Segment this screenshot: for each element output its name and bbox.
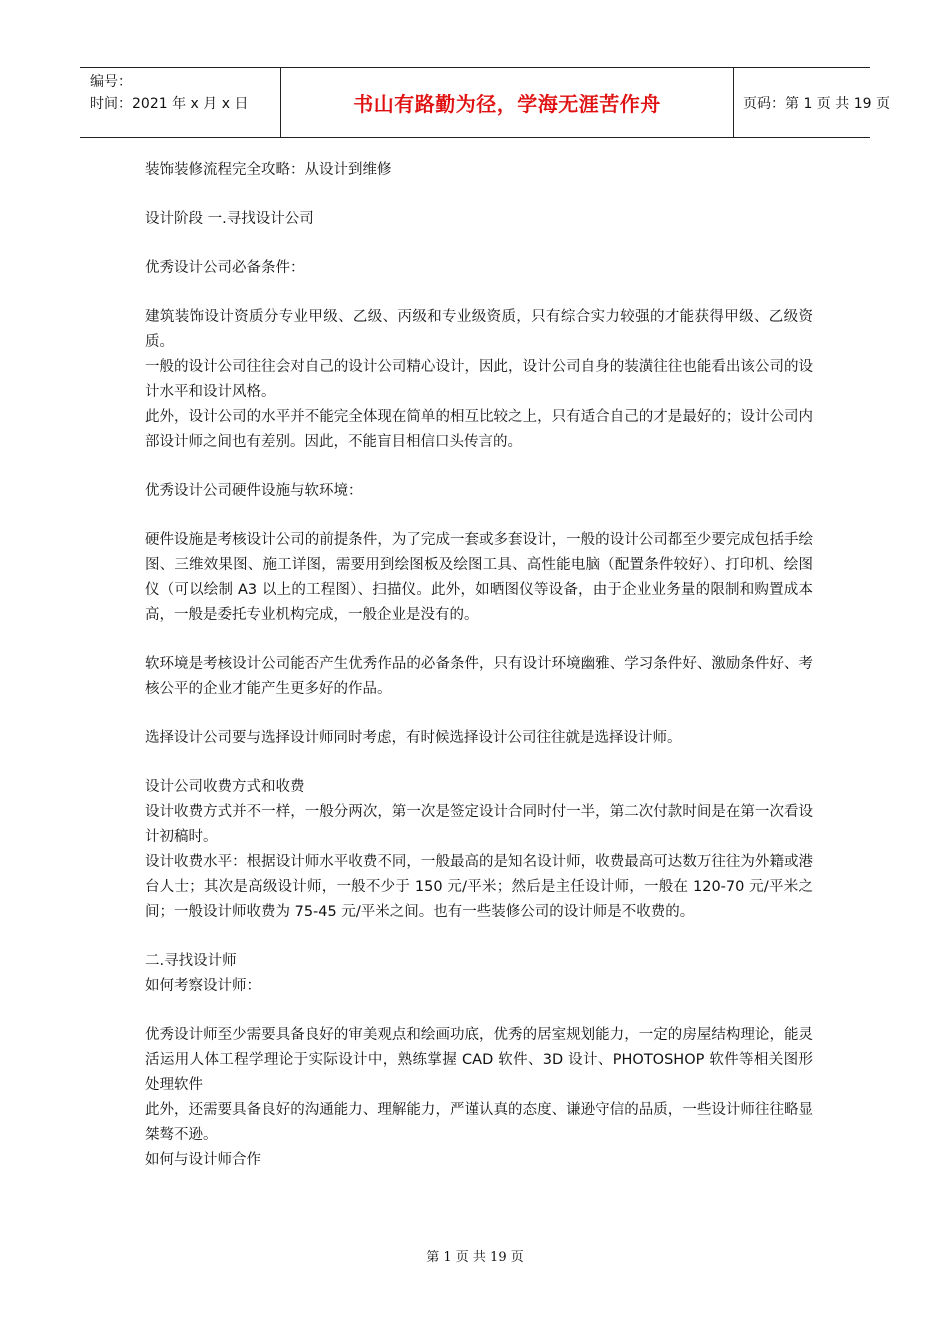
number-label: 编号： <box>90 74 132 90</box>
subheading: 如何考察设计师： <box>145 978 261 994</box>
header-meta <box>90 71 248 115</box>
paragraph: 设计收费方式并不一样，一般分两次，第一次是签定设计合同时付一半，第二次付款时间是在第一次看设计初稿时。 <box>145 804 813 845</box>
section-heading: 设计阶段 一.寻找设计公司 <box>145 211 314 227</box>
motto: 书山有路勤为径，学海无涯苦作舟 <box>353 92 661 116</box>
paragraph: 建筑装饰设计资质分专业甲级、乙级、丙级和专业级资质，只有综合实力较强的才能获得甲级、乙级资质。 <box>145 309 813 350</box>
header-motto-cell <box>280 68 734 137</box>
paragraph: 此外，还需要具备良好的沟通能力、理解能力，严谨认真的态度、谦逊守信的品质，一些设计师往往略显桀骜不逊。 <box>145 1102 813 1143</box>
page-indicator: 页码：第 1 页 共 19 页 <box>743 95 890 112</box>
paragraph: 一般的设计公司往往会对自己的设计公司精心设计，因此，设计公司自身的装潢往往也能看出该公司的设计水平和设计风格。 <box>145 359 813 400</box>
subheading: 优秀设计公司必备条件： <box>145 260 305 276</box>
subheading: 设计公司收费方式和收费 <box>145 779 305 795</box>
page-footer: 第 1 页 共 19 页 <box>426 1250 524 1265</box>
document-title: 装饰装修流程完全攻略：从设计到维修 <box>145 162 392 178</box>
document-body <box>145 158 813 1173</box>
subheading: 优秀设计公司硬件设施与软环境： <box>145 483 363 499</box>
paragraph: 硬件设施是考核设计公司的前提条件，为了完成一套或多套设计，一般的设计公司都至少要完成包括手绘图、三维效果图、施工详图，需要用到绘图板及绘图工具、高性能电脑（配置条件较好）、打印机、绘图仪（可以绘制 A3 以上的工程图）、扫描仪。此外，如晒图仪等设备，由于企业业务量的限制和购置成本高，一般是委托专业机构完成，一般企业是没有的。 <box>145 532 813 623</box>
paragraph: 优秀设计师至少需要具备良好的审美观点和绘画功底，优秀的居室规划能力，一定的房屋结构理论，能灵活运用人体工程学理论于实际设计中，熟练掌握 CAD 软件、3D 设计、PHOTOSHOP 软件等相关图形处理软件 <box>145 1027 813 1093</box>
paragraph: 此外，设计公司的水平并不能完全体现在简单的相互比较之上，只有适合自己的才是最好的；设计公司内部设计师之间也有差别。因此，不能盲目相信口头传言的。 <box>145 409 813 450</box>
section-heading: 二.寻找设计师 <box>145 953 237 969</box>
paragraph: 软环境是考核设计公司能否产生优秀作品的必备条件，只有设计环境幽雅、学习条件好、激励条件好、考核公平的企业才能产生更多好的作品。 <box>145 656 813 697</box>
time-label: 时间：2021 年 x 月 x 日 <box>90 96 249 112</box>
paragraph: 选择设计公司要与选择设计师同时考虑，有时候选择设计公司往往就是选择设计师。 <box>145 730 682 746</box>
page-header <box>80 67 890 138</box>
subheading: 如何与设计师合作 <box>145 1152 261 1168</box>
paragraph: 设计收费水平：根据设计师水平收费不同，一般最高的是知名设计师，收费最高可达数万往往为外籍或港台人士；其次是高级设计师，一般不少于 150 元/平米；然后是主任设计师，一般在 120-70 元/平米之间；一般设计师收费为 75-45 元/平米之间。也有一些装修公司的设计师是不收费的。 <box>145 854 813 920</box>
